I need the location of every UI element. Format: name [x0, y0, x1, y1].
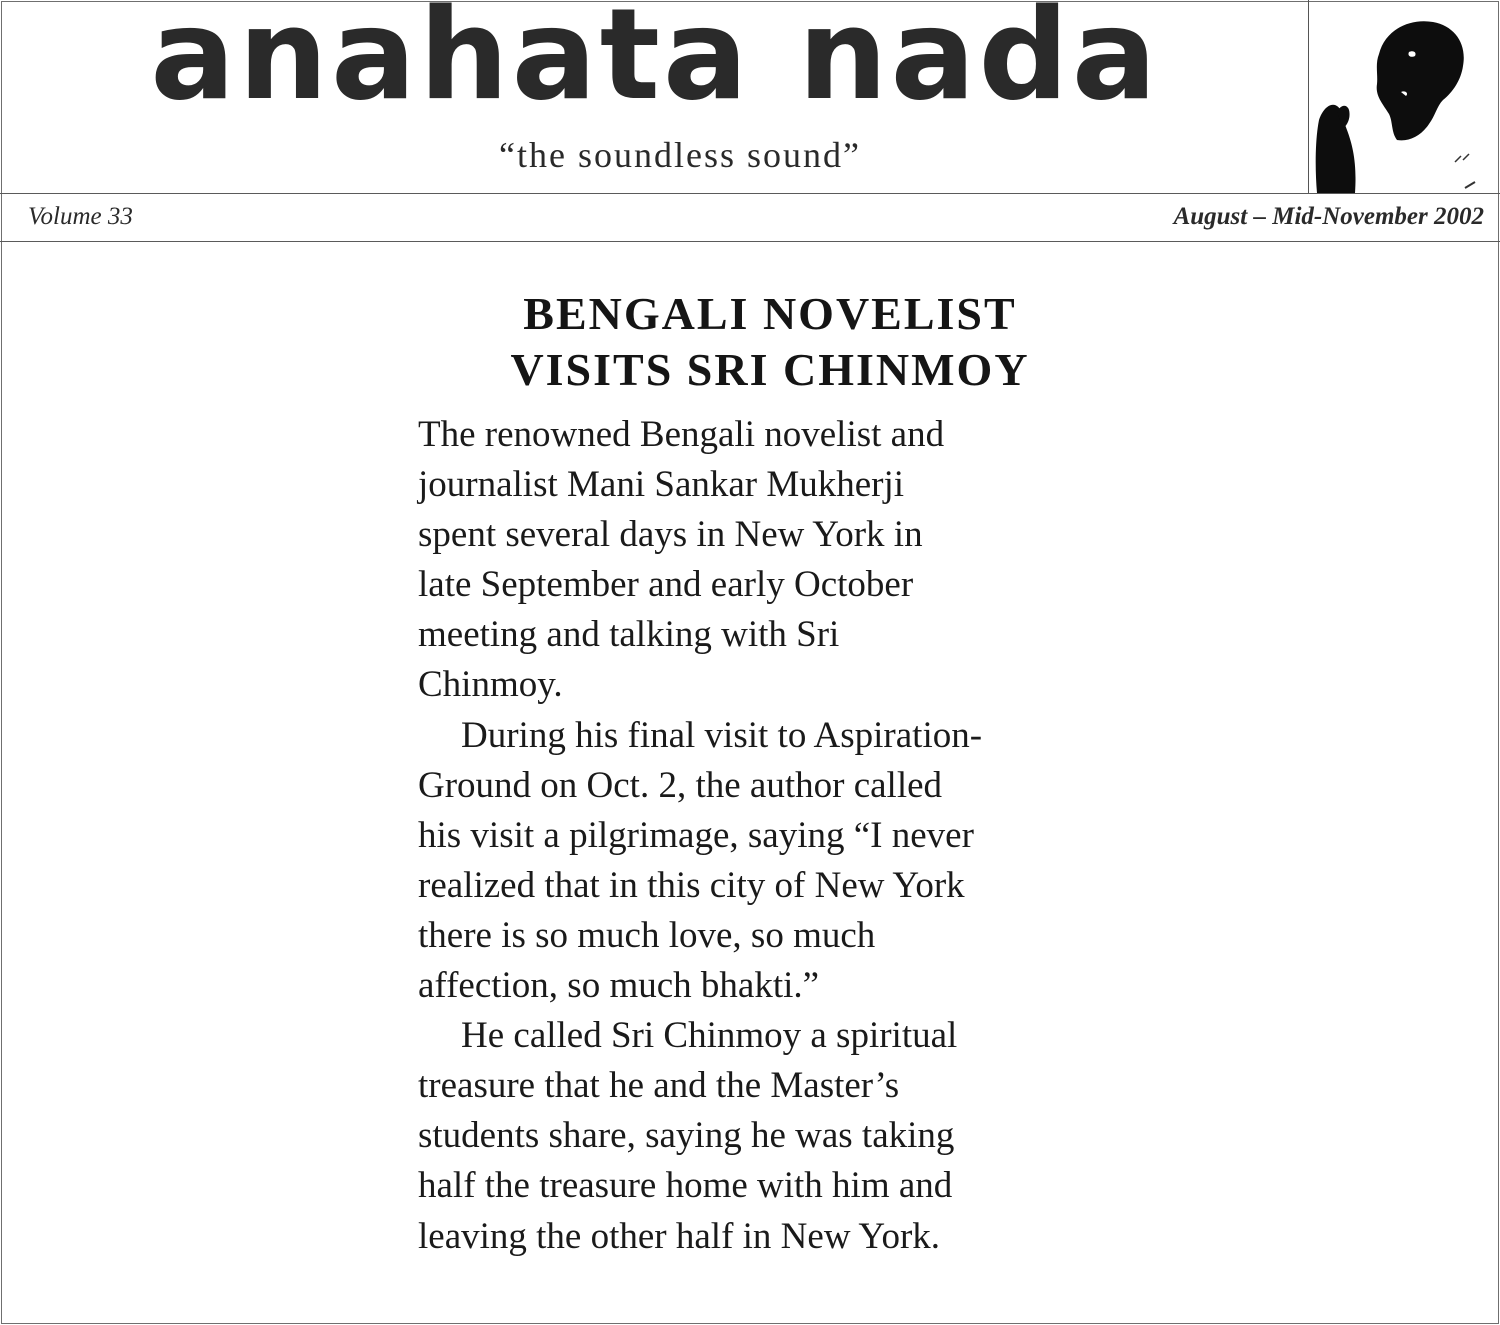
issue-date: August – Mid-November 2002	[1173, 203, 1484, 230]
masthead	[0, 0, 1500, 193]
body-line: During his final visit to Aspiration-	[461, 714, 983, 756]
masthead-title: anahata nada	[150, 0, 1160, 128]
article-headline	[418, 286, 1122, 398]
body-line: meeting and talking with Sri	[418, 614, 840, 656]
body-line: students share, saying he was taking	[418, 1115, 955, 1157]
headline-line: VISITS SRI CHINMOY	[510, 344, 1030, 395]
body-line: He called Sri Chinmoy a spiritual	[461, 1015, 958, 1057]
article-body	[418, 410, 1138, 1262]
portrait-silhouette-image	[1309, 0, 1499, 193]
portrait-box	[1308, 0, 1499, 193]
body-line: leaving the other half in New York.	[418, 1215, 941, 1257]
body-line: half the treasure home with him and	[418, 1165, 953, 1207]
body-line: there is so much love, so much	[418, 914, 876, 956]
issue-volume: Volume 33	[28, 203, 133, 230]
body-line: Ground on Oct. 2, the author called	[418, 764, 943, 806]
body-line: The renowned Bengali novelist and	[418, 414, 945, 455]
body-line: late September and early October	[418, 564, 914, 606]
body-line: spent several days in New York in	[418, 514, 923, 556]
body-line: his visit a pilgrimage, saying “I never	[418, 814, 974, 856]
headline-line: BENGALI NOVELIST	[523, 288, 1017, 339]
issue-bar-bottom-rule	[0, 241, 1500, 242]
body-line: treasure that he and the Master’s	[418, 1065, 900, 1107]
body-line: Chinmoy.	[418, 664, 563, 706]
body-line: affection, so much bhakti.”	[418, 965, 820, 1007]
body-line: journalist Mani Sankar Mukherji	[418, 464, 905, 506]
issue-bar-top-rule	[0, 193, 1500, 194]
masthead-tagline: “the soundless sound”	[499, 135, 861, 175]
body-line: realized that in this city of New York	[418, 864, 965, 906]
